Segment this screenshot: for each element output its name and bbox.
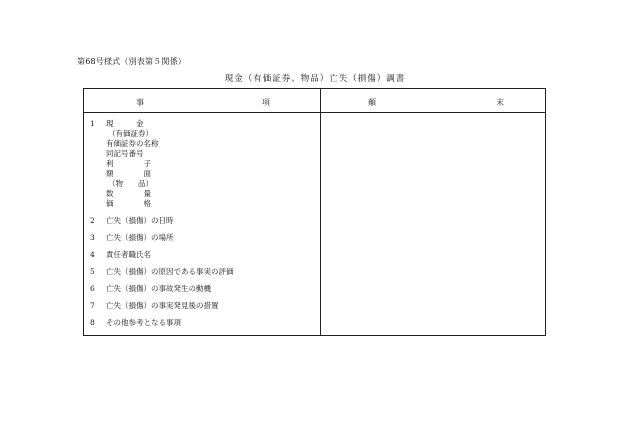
form-number: 第68号様式（別表第５関係） [77, 57, 186, 66]
item-number: 1 [90, 119, 95, 128]
header-details-char1: 顛 [368, 98, 376, 107]
form-table [83, 88, 546, 336]
list-item: 4 責任者職氏名 [90, 250, 151, 259]
item-label: 現 金 [106, 119, 144, 128]
sub-item: 価 格 [106, 199, 151, 208]
list-item: 3 亡失（損傷）の場所 [90, 233, 174, 242]
list-item: 5 亡失（損傷）の原因である事実の評価 [90, 267, 234, 276]
sub-item: （有価証券） [108, 129, 153, 138]
header-details-char2: 末 [496, 98, 504, 107]
sub-item: （物 品） [108, 179, 153, 188]
list-item: 8 その他参考となる事項 [90, 318, 181, 327]
sub-item: 同記号番号 [106, 149, 144, 158]
list-item: 6 亡失（損傷）の事故発生の動機 [90, 284, 211, 293]
list-item: 2 亡失（損傷）の日時 [90, 216, 174, 225]
sub-item: 有価証券の名称 [106, 139, 159, 148]
sub-item: 数 量 [106, 189, 151, 198]
header-divider [84, 112, 545, 113]
header-matter-char1: 事 [136, 98, 144, 107]
sub-item: 額 面 [106, 169, 151, 178]
sub-item: 利 子 [106, 159, 151, 168]
item-list [84, 119, 320, 328]
header-matter-char2: 項 [262, 98, 270, 107]
list-item: 7 亡失（損傷）の事実発見後の措置 [90, 301, 219, 310]
list-item [84, 119, 320, 129]
page-title: 現金（有価証券、物品）亡失（損傷）調書 [224, 74, 406, 84]
column-divider [320, 89, 321, 335]
